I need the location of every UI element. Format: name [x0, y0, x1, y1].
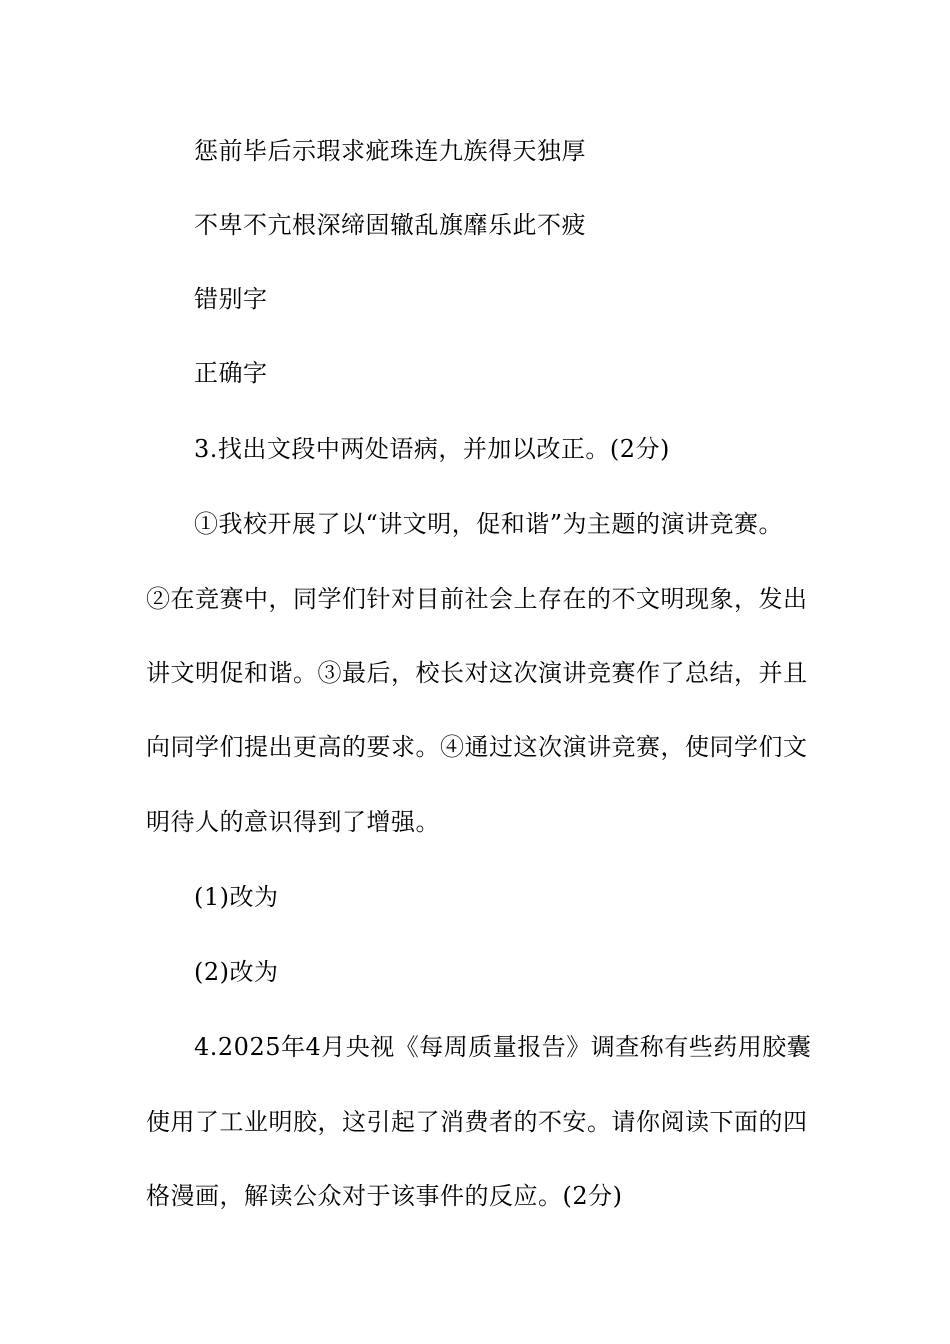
answer-line-1: (1)改为 — [194, 883, 279, 911]
paragraph-line-1: ①我校开展了以“讲文明，促和谐”为主题的演讲竞赛。 — [194, 510, 784, 538]
question-4-line-1: 4.2025年4月央视《每周质量报告》调查称有些药用胶囊 — [194, 1033, 812, 1061]
question-4-line-3: 格漫画，解读公众对于该事件的反应。(2分) — [146, 1182, 623, 1210]
paragraph-line-3: 讲文明促和谐。③最后，校长对这次演讲竞赛作了总结，并且 — [146, 659, 808, 687]
text-line-2: 不卑不亢根深缔固辙乱旗靡乐此不疲 — [194, 211, 586, 239]
answer-line-2: (2)改为 — [194, 958, 279, 986]
question-3-title: 3.找出文段中两处语病，并加以改正。(2分) — [194, 435, 670, 463]
text-line-4: 正确字 — [194, 359, 268, 387]
paragraph-line-4: 向同学们提出更高的要求。④通过这次演讲竞赛，使同学们文 — [146, 733, 808, 761]
paragraph-line-2: ②在竞赛中，同学们针对目前社会上存在的不文明现象，发出 — [146, 585, 808, 613]
paragraph-line-5: 明待人的意识得到了增强。 — [146, 808, 440, 836]
text-line-3: 错别字 — [194, 285, 268, 313]
question-4-line-2: 使用了工业明胶，这引起了消费者的不安。请你阅读下面的四 — [146, 1108, 808, 1136]
text-line-1: 惩前毕后示瑕求疵珠连九族得天独厚 — [194, 137, 586, 165]
